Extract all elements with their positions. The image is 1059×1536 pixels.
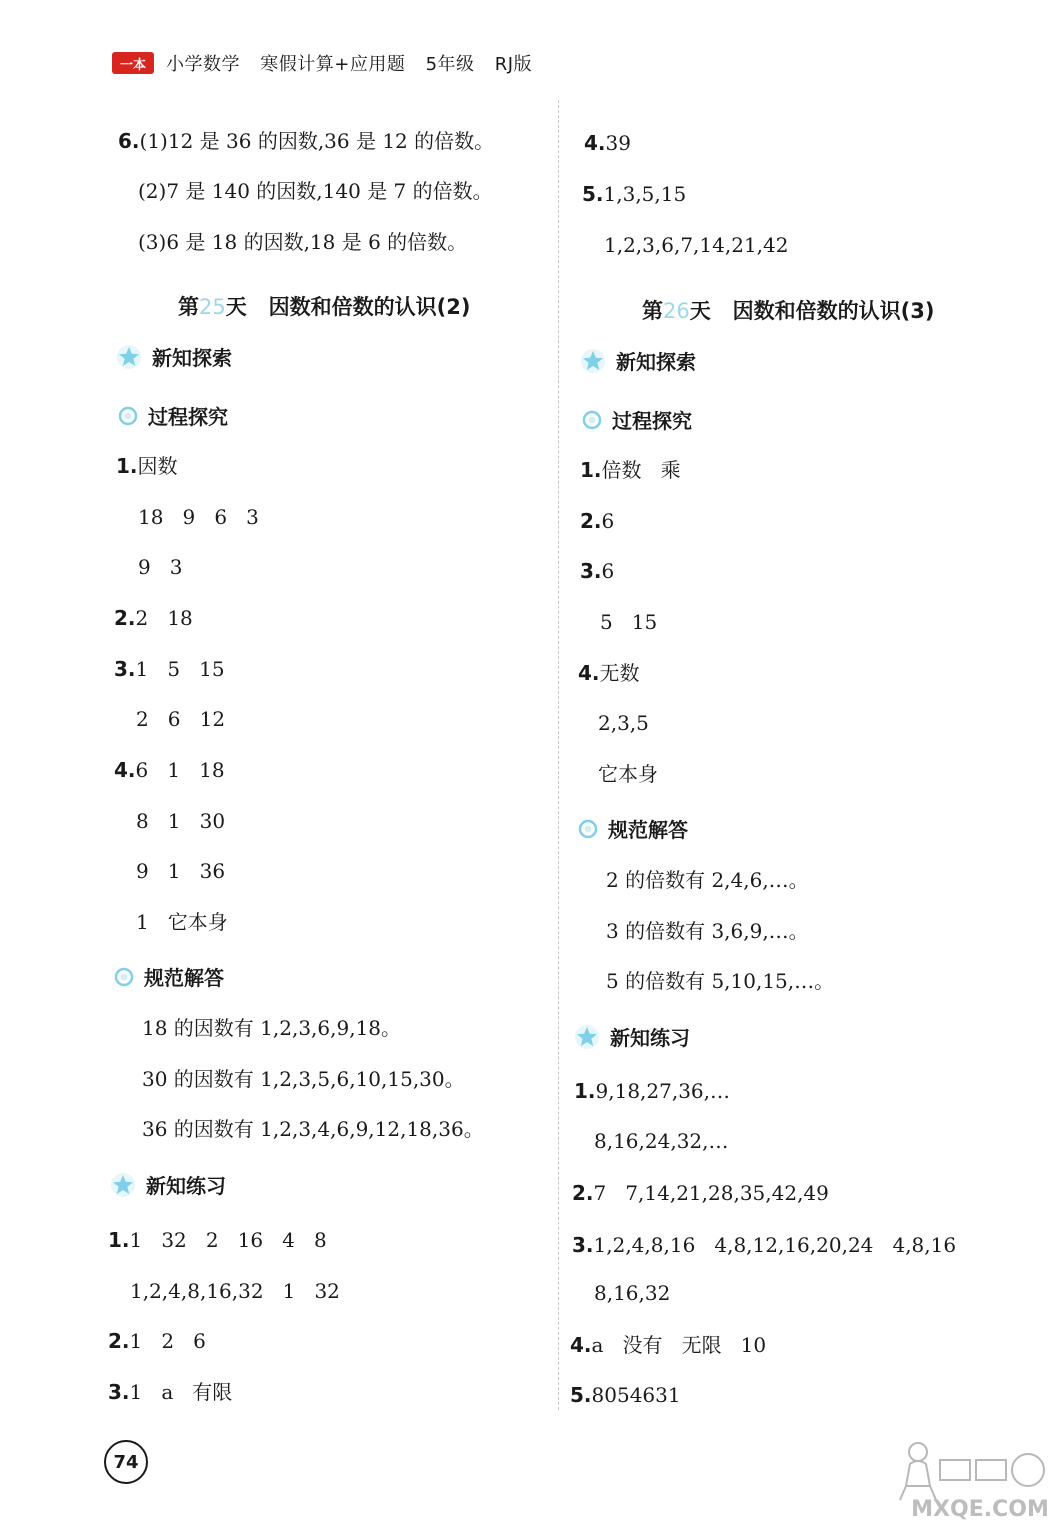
right-p3-line1: 3.1,2,4,8,16 4,8,12,16,20,24 4,8,16 <box>572 1233 957 1257</box>
right-a3-line2: 5 15 <box>600 610 658 634</box>
header-edition: RJ版 <box>494 54 533 75</box>
right-a4-line2: 2,3,5 <box>598 711 649 735</box>
left-a4-line1: 4.6 1 18 <box>114 758 225 782</box>
left-section-practice: 新知练习 <box>110 1170 226 1199</box>
right-p1-line2: 8,16,24,32,… <box>594 1129 729 1153</box>
star-icon <box>574 1024 600 1050</box>
star-icon <box>580 348 606 374</box>
right-answer-line2: 3 的倍数有 3,6,9,…。 <box>606 919 809 943</box>
left-q6-line3: (3)6 是 18 的因数,18 是 6 的倍数。 <box>138 230 468 254</box>
ring-icon <box>114 967 134 987</box>
right-section-practice: 新知练习 <box>574 1022 690 1051</box>
right-a3-line1: 3.6 <box>580 559 615 583</box>
right-p3-line2: 8,16,32 <box>594 1281 671 1305</box>
ring-icon <box>578 819 598 839</box>
left-section-answer: 规范解答 <box>114 962 224 991</box>
left-a3-line1: 3.1 5 15 <box>114 657 225 681</box>
left-answer-line2: 30 的因数有 1,2,3,5,6,10,15,30。 <box>142 1067 465 1091</box>
ring-icon <box>582 410 602 430</box>
right-section-answer: 规范解答 <box>578 814 688 843</box>
column-divider <box>558 100 559 1410</box>
left-a4-line3: 9 1 36 <box>136 859 226 883</box>
right-q4-line1: 4.39 <box>584 131 631 155</box>
left-day-title: 第25天 因数和倍数的认识(2) <box>178 295 471 319</box>
header-book: 寒假计算+应用题 <box>260 54 406 75</box>
right-p4-line1: 4.a 没有 无限 10 <box>570 1333 767 1357</box>
right-p5-line1: 5.8054631 <box>570 1383 681 1407</box>
left-a3-line2: 2 6 12 <box>136 707 226 731</box>
page-header <box>112 48 546 78</box>
right-q5-line1: 5.1,3,5,15 <box>582 182 687 206</box>
left-p1-line2: 1,2,4,8,16,32 1 32 <box>130 1279 340 1303</box>
watermark-logo <box>880 1430 1050 1525</box>
ring-icon <box>118 406 138 426</box>
left-answer-line1: 18 的因数有 1,2,3,6,9,18。 <box>142 1016 402 1040</box>
left-p1-line1: 1.1 32 2 16 4 8 <box>108 1228 327 1252</box>
left-a4-line4: 1 它本身 <box>136 910 228 934</box>
right-a4-line1: 4.无数 <box>578 661 640 685</box>
left-answer-line3: 36 的因数有 1,2,3,4,6,9,12,18,36。 <box>142 1117 484 1141</box>
right-a2-line1: 2.6 <box>580 509 615 533</box>
left-p3-line1: 3.1 a 有限 <box>108 1380 233 1404</box>
header-grade: 5年级 <box>425 54 475 75</box>
right-p1-line1: 1.9,18,27,36,… <box>574 1079 731 1103</box>
brand-logo: 一本 <box>112 52 154 74</box>
left-section-explore: 新知探索 <box>116 342 232 371</box>
right-p2-line1: 2.7 7,14,21,28,35,42,49 <box>572 1181 829 1205</box>
left-a4-line2: 8 1 30 <box>136 809 226 833</box>
right-a4-line3: 它本身 <box>598 762 658 786</box>
star-icon <box>110 1172 136 1198</box>
right-q5-line2: 1,2,3,6,7,14,21,42 <box>604 233 789 257</box>
left-q6-line1: 6.(1)12 是 36 的因数,36 是 12 的倍数。 <box>118 129 495 153</box>
left-a2-line1: 2.2 18 <box>114 606 193 630</box>
right-day-title: 第26天 因数和倍数的认识(3) <box>642 299 935 323</box>
left-a1-line3: 9 3 <box>138 555 183 579</box>
left-p2-line1: 2.1 2 6 <box>108 1329 206 1353</box>
header-subject: 小学数学 <box>166 54 240 75</box>
left-q6-line2: (2)7 是 140 的因数,140 是 7 的倍数。 <box>138 179 493 203</box>
right-a1-line1: 1.倍数 乘 <box>580 458 681 482</box>
header-text <box>166 50 546 76</box>
star-icon <box>116 344 142 370</box>
right-answer-line3: 5 的倍数有 5,10,15,…。 <box>606 969 835 993</box>
right-section-process: 过程探究 <box>582 405 692 434</box>
right-section-explore: 新知探索 <box>580 346 696 375</box>
left-a1-line1: 1.因数 <box>116 454 178 478</box>
left-section-process: 过程探究 <box>118 401 228 430</box>
left-a1-line2: 18 9 6 3 <box>138 505 259 529</box>
right-answer-line1: 2 的倍数有 2,4,6,…。 <box>606 868 809 892</box>
page-number: 74 <box>104 1440 148 1484</box>
svg-text:MXQE.COM: MXQE.COM <box>911 1497 1049 1522</box>
